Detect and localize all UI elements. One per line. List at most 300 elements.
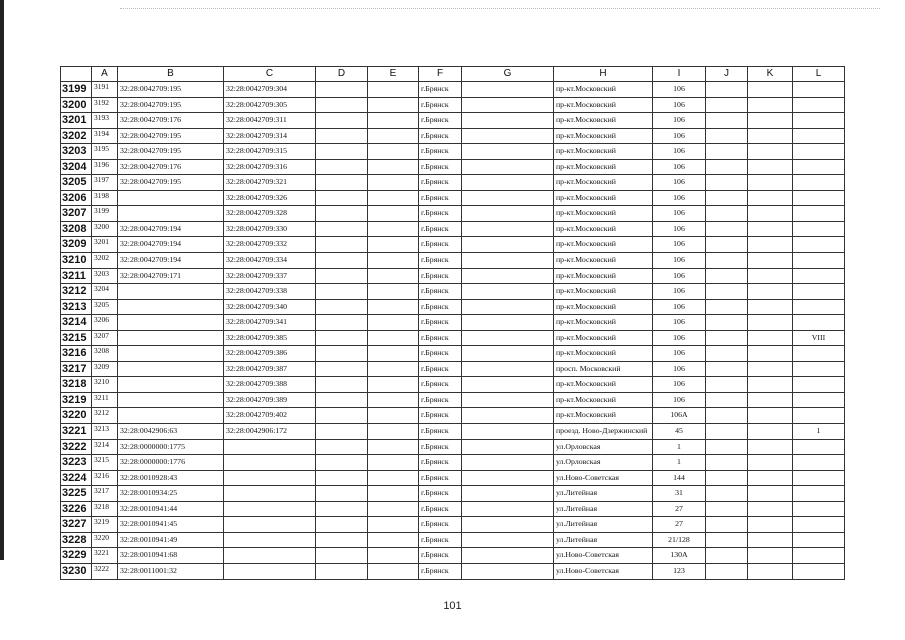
cell-i[interactable]: 106 (653, 113, 706, 129)
cell-k[interactable] (748, 128, 793, 144)
cell-g[interactable] (462, 501, 554, 517)
cell-j[interactable] (706, 455, 748, 471)
cell-f[interactable]: г.Брянск (419, 377, 462, 393)
cell-f[interactable]: г.Брянск (419, 532, 462, 548)
cell-d[interactable] (316, 455, 368, 471)
cell-i[interactable]: 45 (653, 424, 706, 440)
cell-c[interactable]: 32:28:0042709:386 (224, 346, 316, 362)
cell-f[interactable]: г.Брянск (419, 175, 462, 191)
cell-d[interactable] (316, 144, 368, 160)
row-number[interactable]: 3203 (61, 144, 92, 160)
cell-b[interactable]: 32:28:0042709:195 (118, 82, 224, 98)
cell-a[interactable]: 3193 (92, 113, 118, 129)
cell-a[interactable]: 3197 (92, 175, 118, 191)
row-number[interactable]: 3213 (61, 299, 92, 315)
cell-l[interactable] (793, 268, 845, 284)
cell-h[interactable]: пр-кт.Московский (554, 299, 653, 315)
cell-b[interactable] (118, 408, 224, 424)
cell-j[interactable] (706, 268, 748, 284)
cell-k[interactable] (748, 563, 793, 579)
row-number[interactable]: 3221 (61, 424, 92, 440)
cell-g[interactable] (462, 532, 554, 548)
row-number[interactable]: 3201 (61, 113, 92, 129)
cell-k[interactable] (748, 501, 793, 517)
cell-c[interactable]: 32:28:0042709:326 (224, 190, 316, 206)
cell-l[interactable] (793, 97, 845, 113)
cell-b[interactable] (118, 361, 224, 377)
column-header-h[interactable]: H (554, 67, 653, 82)
cell-e[interactable] (368, 501, 419, 517)
cell-k[interactable] (748, 517, 793, 533)
cell-k[interactable] (748, 299, 793, 315)
cell-j[interactable] (706, 97, 748, 113)
cell-g[interactable] (462, 439, 554, 455)
row-number[interactable]: 3224 (61, 470, 92, 486)
row-number[interactable]: 3217 (61, 361, 92, 377)
row-number[interactable]: 3204 (61, 159, 92, 175)
cell-l[interactable] (793, 190, 845, 206)
cell-b[interactable]: 32:28:0011001:32 (118, 563, 224, 579)
cell-g[interactable] (462, 159, 554, 175)
cell-h[interactable]: пр-кт.Московский (554, 82, 653, 98)
cell-e[interactable] (368, 392, 419, 408)
cell-j[interactable] (706, 532, 748, 548)
cell-e[interactable] (368, 159, 419, 175)
cell-f[interactable]: г.Брянск (419, 206, 462, 222)
cell-a[interactable]: 3200 (92, 221, 118, 237)
cell-b[interactable]: 32:28:0010941:44 (118, 501, 224, 517)
cell-j[interactable] (706, 237, 748, 253)
cell-f[interactable]: г.Брянск (419, 128, 462, 144)
cell-g[interactable] (462, 128, 554, 144)
cell-a[interactable]: 3192 (92, 97, 118, 113)
cell-l[interactable] (793, 470, 845, 486)
cell-f[interactable]: г.Брянск (419, 237, 462, 253)
cell-d[interactable] (316, 253, 368, 269)
cell-e[interactable] (368, 268, 419, 284)
cell-d[interactable] (316, 346, 368, 362)
cell-h[interactable]: пр-кт.Московский (554, 315, 653, 331)
row-number[interactable]: 3229 (61, 548, 92, 564)
cell-e[interactable] (368, 532, 419, 548)
cell-e[interactable] (368, 548, 419, 564)
cell-k[interactable] (748, 175, 793, 191)
cell-k[interactable] (748, 221, 793, 237)
cell-l[interactable] (793, 237, 845, 253)
column-header-c[interactable]: C (224, 67, 316, 82)
cell-l[interactable] (793, 563, 845, 579)
cell-c[interactable]: 32:28:0042709:330 (224, 221, 316, 237)
cell-h[interactable]: ул.Ново-Советская (554, 563, 653, 579)
cell-f[interactable]: г.Брянск (419, 346, 462, 362)
cell-d[interactable] (316, 517, 368, 533)
cell-d[interactable] (316, 330, 368, 346)
row-number[interactable]: 3214 (61, 315, 92, 331)
cell-k[interactable] (748, 470, 793, 486)
cell-j[interactable] (706, 206, 748, 222)
cell-c[interactable] (224, 548, 316, 564)
cell-i[interactable]: 144 (653, 470, 706, 486)
cell-h[interactable]: пр-кт.Московский (554, 159, 653, 175)
cell-a[interactable]: 3214 (92, 439, 118, 455)
cell-j[interactable] (706, 159, 748, 175)
cell-f[interactable]: г.Брянск (419, 392, 462, 408)
cell-h[interactable]: пр-кт.Московский (554, 253, 653, 269)
cell-i[interactable]: 106 (653, 330, 706, 346)
cell-j[interactable] (706, 377, 748, 393)
cell-e[interactable] (368, 330, 419, 346)
cell-d[interactable] (316, 159, 368, 175)
cell-g[interactable] (462, 455, 554, 471)
cell-c[interactable] (224, 501, 316, 517)
cell-c[interactable]: 32:28:0042709:341 (224, 315, 316, 331)
cell-a[interactable]: 3218 (92, 501, 118, 517)
cell-c[interactable]: 32:28:0042709:304 (224, 82, 316, 98)
cell-g[interactable] (462, 330, 554, 346)
cell-b[interactable]: 32:28:0042709:195 (118, 175, 224, 191)
cell-g[interactable] (462, 97, 554, 113)
row-number[interactable]: 3212 (61, 284, 92, 300)
cell-h[interactable]: пр-кт.Московский (554, 330, 653, 346)
cell-j[interactable] (706, 253, 748, 269)
cell-c[interactable]: 32:28:0042709:389 (224, 392, 316, 408)
column-header-g[interactable]: G (462, 67, 554, 82)
cell-b[interactable] (118, 315, 224, 331)
cell-i[interactable]: 1 (653, 439, 706, 455)
row-number[interactable]: 3228 (61, 532, 92, 548)
cell-c[interactable]: 32:28:0042709:387 (224, 361, 316, 377)
cell-k[interactable] (748, 377, 793, 393)
cell-a[interactable]: 3191 (92, 82, 118, 98)
cell-e[interactable] (368, 221, 419, 237)
cell-j[interactable] (706, 346, 748, 362)
cell-i[interactable]: 106А (653, 408, 706, 424)
cell-l[interactable] (793, 253, 845, 269)
cell-l[interactable] (793, 486, 845, 502)
cell-b[interactable] (118, 190, 224, 206)
cell-g[interactable] (462, 175, 554, 191)
cell-b[interactable]: 32:28:0042906:63 (118, 424, 224, 440)
column-header-j[interactable]: J (706, 67, 748, 82)
row-number[interactable]: 3216 (61, 346, 92, 362)
row-number[interactable]: 3209 (61, 237, 92, 253)
cell-h[interactable]: пр-кт.Московский (554, 237, 653, 253)
cell-g[interactable] (462, 361, 554, 377)
cell-i[interactable]: 27 (653, 501, 706, 517)
cell-b[interactable]: 32:28:0042709:194 (118, 253, 224, 269)
cell-a[interactable]: 3210 (92, 377, 118, 393)
cell-f[interactable]: г.Брянск (419, 439, 462, 455)
cell-i[interactable]: 106 (653, 221, 706, 237)
cell-e[interactable] (368, 361, 419, 377)
cell-e[interactable] (368, 563, 419, 579)
cell-h[interactable]: ул.Литейная (554, 517, 653, 533)
cell-b[interactable] (118, 346, 224, 362)
row-number[interactable]: 3207 (61, 206, 92, 222)
cell-j[interactable] (706, 284, 748, 300)
cell-d[interactable] (316, 532, 368, 548)
cell-j[interactable] (706, 128, 748, 144)
cell-i[interactable]: 106 (653, 299, 706, 315)
cell-l[interactable] (793, 144, 845, 160)
cell-j[interactable] (706, 424, 748, 440)
cell-c[interactable]: 32:28:0042709:334 (224, 253, 316, 269)
cell-l[interactable] (793, 455, 845, 471)
cell-d[interactable] (316, 237, 368, 253)
cell-d[interactable] (316, 315, 368, 331)
cell-k[interactable] (748, 113, 793, 129)
cell-c[interactable] (224, 470, 316, 486)
cell-h[interactable]: пр-кт.Московский (554, 128, 653, 144)
cell-c[interactable]: 32:28:0042709:402 (224, 408, 316, 424)
cell-h[interactable]: проезд. Ново-Дзержинский (554, 424, 653, 440)
row-number[interactable]: 3208 (61, 221, 92, 237)
cell-k[interactable] (748, 190, 793, 206)
cell-l[interactable] (793, 439, 845, 455)
cell-b[interactable] (118, 299, 224, 315)
cell-c[interactable] (224, 532, 316, 548)
cell-c[interactable]: 32:28:0042709:385 (224, 330, 316, 346)
cell-c[interactable]: 32:28:0042709:316 (224, 159, 316, 175)
cell-b[interactable]: 32:28:0000000:1776 (118, 455, 224, 471)
cell-b[interactable] (118, 377, 224, 393)
cell-j[interactable] (706, 501, 748, 517)
cell-j[interactable] (706, 190, 748, 206)
cell-b[interactable]: 32:28:0010941:45 (118, 517, 224, 533)
row-number[interactable]: 3220 (61, 408, 92, 424)
cell-c[interactable]: 32:28:0042709:338 (224, 284, 316, 300)
cell-h[interactable]: пр-кт.Московский (554, 268, 653, 284)
cell-g[interactable] (462, 517, 554, 533)
row-number[interactable]: 3222 (61, 439, 92, 455)
cell-f[interactable]: г.Брянск (419, 517, 462, 533)
cell-c[interactable]: 32:28:0042709:388 (224, 377, 316, 393)
cell-b[interactable]: 32:28:0010928:43 (118, 470, 224, 486)
cell-d[interactable] (316, 190, 368, 206)
cell-b[interactable]: 32:28:0010934:25 (118, 486, 224, 502)
row-number[interactable]: 3219 (61, 392, 92, 408)
cell-l[interactable] (793, 361, 845, 377)
cell-f[interactable]: г.Брянск (419, 113, 462, 129)
cell-a[interactable]: 3206 (92, 315, 118, 331)
cell-f[interactable]: г.Брянск (419, 190, 462, 206)
cell-a[interactable]: 3211 (92, 392, 118, 408)
cell-a[interactable]: 3202 (92, 253, 118, 269)
cell-c[interactable]: 32:28:0042709:314 (224, 128, 316, 144)
cell-h[interactable]: ул.Ново-Советская (554, 470, 653, 486)
cell-l[interactable] (793, 548, 845, 564)
cell-b[interactable]: 32:28:0042709:195 (118, 128, 224, 144)
cell-h[interactable]: ул.Ново-Советская (554, 548, 653, 564)
column-header-k[interactable]: K (748, 67, 793, 82)
cell-c[interactable]: 32:28:0042709:328 (224, 206, 316, 222)
cell-k[interactable] (748, 237, 793, 253)
cell-e[interactable] (368, 470, 419, 486)
cell-d[interactable] (316, 299, 368, 315)
cell-l[interactable] (793, 392, 845, 408)
cell-j[interactable] (706, 82, 748, 98)
cell-g[interactable] (462, 346, 554, 362)
cell-h[interactable]: пр-кт.Московский (554, 97, 653, 113)
cell-g[interactable] (462, 377, 554, 393)
cell-h[interactable]: пр-кт.Московский (554, 206, 653, 222)
cell-i[interactable]: 106 (653, 128, 706, 144)
cell-l[interactable] (793, 82, 845, 98)
cell-c[interactable]: 32:28:0042709:305 (224, 97, 316, 113)
cell-f[interactable]: г.Брянск (419, 221, 462, 237)
cell-g[interactable] (462, 284, 554, 300)
cell-i[interactable]: 106 (653, 346, 706, 362)
cell-c[interactable]: 32:28:0042709:311 (224, 113, 316, 129)
cell-f[interactable]: г.Брянск (419, 501, 462, 517)
cell-k[interactable] (748, 159, 793, 175)
cell-f[interactable]: г.Брянск (419, 330, 462, 346)
cell-i[interactable]: 106 (653, 97, 706, 113)
cell-e[interactable] (368, 377, 419, 393)
cell-e[interactable] (368, 113, 419, 129)
cell-a[interactable]: 3220 (92, 532, 118, 548)
cell-j[interactable] (706, 392, 748, 408)
cell-j[interactable] (706, 439, 748, 455)
cell-a[interactable]: 3208 (92, 346, 118, 362)
cell-d[interactable] (316, 268, 368, 284)
cell-j[interactable] (706, 563, 748, 579)
cell-g[interactable] (462, 268, 554, 284)
cell-l[interactable] (793, 113, 845, 129)
cell-f[interactable]: г.Брянск (419, 82, 462, 98)
cell-j[interactable] (706, 548, 748, 564)
cell-b[interactable]: 32:28:0042709:195 (118, 97, 224, 113)
cell-l[interactable] (793, 377, 845, 393)
cell-c[interactable]: 32:28:0042709:315 (224, 144, 316, 160)
cell-b[interactable] (118, 206, 224, 222)
cell-e[interactable] (368, 97, 419, 113)
cell-c[interactable]: 32:28:0042709:340 (224, 299, 316, 315)
cell-b[interactable]: 32:28:0010941:68 (118, 548, 224, 564)
cell-c[interactable] (224, 439, 316, 455)
cell-h[interactable]: пр-кт.Московский (554, 175, 653, 191)
cell-l[interactable]: 1 (793, 424, 845, 440)
cell-d[interactable] (316, 548, 368, 564)
cell-f[interactable]: г.Брянск (419, 470, 462, 486)
cell-g[interactable] (462, 392, 554, 408)
cell-j[interactable] (706, 221, 748, 237)
cell-d[interactable] (316, 563, 368, 579)
cell-a[interactable]: 3204 (92, 284, 118, 300)
cell-a[interactable]: 3209 (92, 361, 118, 377)
cell-f[interactable]: г.Брянск (419, 268, 462, 284)
cell-k[interactable] (748, 548, 793, 564)
cell-d[interactable] (316, 377, 368, 393)
cell-k[interactable] (748, 439, 793, 455)
cell-a[interactable]: 3199 (92, 206, 118, 222)
cell-g[interactable] (462, 486, 554, 502)
cell-h[interactable]: пр-кт.Московский (554, 408, 653, 424)
cell-j[interactable] (706, 315, 748, 331)
cell-c[interactable] (224, 486, 316, 502)
cell-d[interactable] (316, 82, 368, 98)
cell-d[interactable] (316, 284, 368, 300)
cell-f[interactable]: г.Брянск (419, 563, 462, 579)
cell-e[interactable] (368, 175, 419, 191)
cell-j[interactable] (706, 113, 748, 129)
column-header-e[interactable]: E (368, 67, 419, 82)
cell-k[interactable] (748, 82, 793, 98)
row-number[interactable]: 3215 (61, 330, 92, 346)
cell-l[interactable] (793, 517, 845, 533)
cell-e[interactable] (368, 486, 419, 502)
column-header-b[interactable]: B (118, 67, 224, 82)
cell-f[interactable]: г.Брянск (419, 159, 462, 175)
cell-e[interactable] (368, 237, 419, 253)
cell-b[interactable]: 32:28:0000000:1775 (118, 439, 224, 455)
cell-e[interactable] (368, 128, 419, 144)
cell-h[interactable]: пр-кт.Московский (554, 377, 653, 393)
cell-k[interactable] (748, 392, 793, 408)
row-number[interactable]: 3205 (61, 175, 92, 191)
cell-h[interactable]: просп. Московский (554, 361, 653, 377)
cell-c[interactable]: 32:28:0042709:332 (224, 237, 316, 253)
cell-b[interactable]: 32:28:0042709:171 (118, 268, 224, 284)
cell-e[interactable] (368, 455, 419, 471)
cell-e[interactable] (368, 284, 419, 300)
cell-e[interactable] (368, 439, 419, 455)
column-header-i[interactable]: I (653, 67, 706, 82)
cell-j[interactable] (706, 517, 748, 533)
cell-d[interactable] (316, 175, 368, 191)
cell-e[interactable] (368, 408, 419, 424)
cell-e[interactable] (368, 517, 419, 533)
cell-i[interactable]: 106 (653, 237, 706, 253)
cell-b[interactable]: 32:28:0042709:194 (118, 237, 224, 253)
cell-l[interactable] (793, 159, 845, 175)
row-number[interactable]: 3206 (61, 190, 92, 206)
cell-d[interactable] (316, 206, 368, 222)
row-number[interactable]: 3230 (61, 563, 92, 579)
cell-d[interactable] (316, 221, 368, 237)
cell-k[interactable] (748, 408, 793, 424)
cell-g[interactable] (462, 299, 554, 315)
cell-l[interactable] (793, 206, 845, 222)
cell-l[interactable] (793, 408, 845, 424)
cell-l[interactable] (793, 128, 845, 144)
cell-b[interactable] (118, 330, 224, 346)
cell-h[interactable]: пр-кт.Московский (554, 284, 653, 300)
cell-l[interactable] (793, 346, 845, 362)
cell-h[interactable]: ул.Орловская (554, 439, 653, 455)
cell-a[interactable]: 3215 (92, 455, 118, 471)
cell-h[interactable]: пр-кт.Московский (554, 346, 653, 362)
cell-c[interactable] (224, 455, 316, 471)
cell-k[interactable] (748, 253, 793, 269)
cell-l[interactable] (793, 315, 845, 331)
cell-k[interactable] (748, 315, 793, 331)
cell-h[interactable]: пр-кт.Московский (554, 392, 653, 408)
cell-g[interactable] (462, 470, 554, 486)
cell-i[interactable]: 106 (653, 361, 706, 377)
cell-l[interactable] (793, 221, 845, 237)
cell-d[interactable] (316, 113, 368, 129)
cell-d[interactable] (316, 470, 368, 486)
cell-l[interactable] (793, 175, 845, 191)
cell-j[interactable] (706, 408, 748, 424)
cell-f[interactable]: г.Брянск (419, 144, 462, 160)
cell-i[interactable]: 106 (653, 159, 706, 175)
cell-h[interactable]: ул.Орловская (554, 455, 653, 471)
cell-c[interactable]: 32:28:0042709:337 (224, 268, 316, 284)
row-number[interactable]: 3210 (61, 253, 92, 269)
cell-j[interactable] (706, 330, 748, 346)
